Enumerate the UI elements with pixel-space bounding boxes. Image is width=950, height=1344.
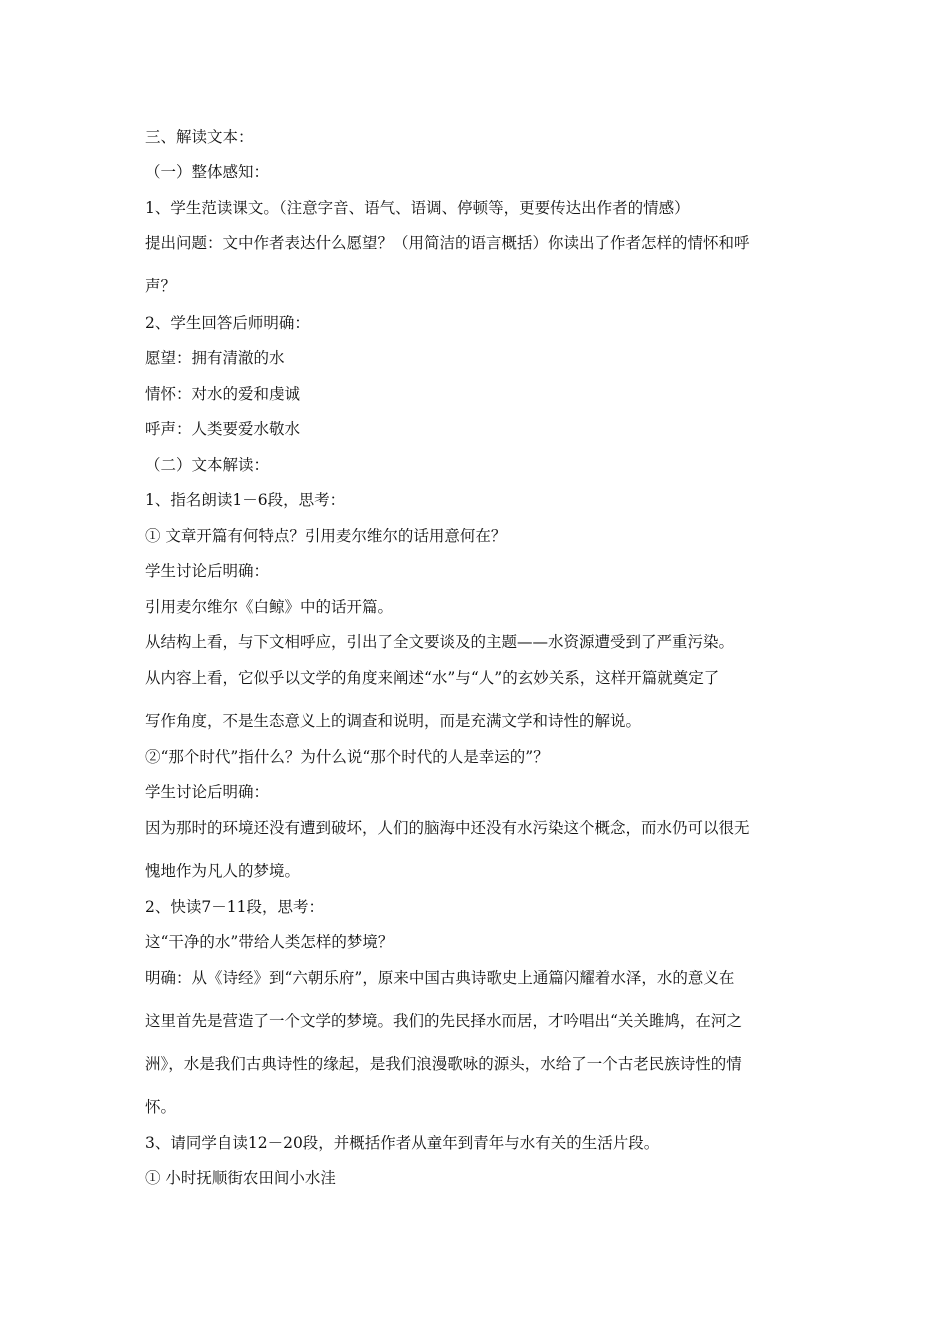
section-heading: 三、解读文本： [145, 128, 254, 146]
paragraph-line: 明确：从《诗经》到“六朝乐府”，原来中国古典诗歌史上通篇闪耀着水泽，水的意义在 [145, 969, 735, 987]
subsection-heading: （一）整体感知： [145, 163, 270, 181]
paragraph-line: 从结构上看，与下文相呼应，引出了全文要谈及的主题——水资源遭受到了严重污染。 [145, 633, 735, 651]
paragraph-line: 声？ [145, 277, 177, 295]
paragraph-line: 呼声：人类要爱水敬水 [145, 420, 301, 438]
paragraph-line: 1、学生范读课文。（注意字音、语气、语调、停顿等，更要传达出作者的情感） [145, 199, 690, 217]
paragraph-line: 从内容上看，它似乎以文学的角度来阐述“水”与“人”的玄妙关系，这样开篇就奠定了 [145, 669, 720, 687]
paragraph-line: 愧地作为凡人的梦境。 [145, 862, 301, 880]
paragraph-line: 愿望：拥有清澈的水 [145, 349, 285, 367]
paragraph-line: 2、学生回答后师明确： [145, 314, 310, 332]
paragraph-line: 这“干净的水”带给人类怎样的梦境？ [145, 933, 394, 951]
paragraph-line: 学生讨论后明确： [145, 783, 270, 801]
paragraph-line: 这里首先是营造了一个文学的梦境。我们的先民择水而居，才吟唱出“关关雎鸠，在河之 [145, 1012, 742, 1030]
paragraph-line: 学生讨论后明确： [145, 562, 270, 580]
paragraph-line: 引用麦尔维尔《白鲸》中的话开篇。 [145, 598, 394, 616]
paragraph-line: ① 小时抚顺街农田间小水洼 [145, 1169, 336, 1187]
subsection-heading: （二）文本解读： [145, 456, 270, 474]
paragraph-line: 洲》，水是我们古典诗性的缘起，是我们浪漫歌咏的源头，水给了一个古老民族诗性的情 [145, 1055, 742, 1073]
paragraph-line: ① 文章开篇有何特点？引用麦尔维尔的话用意何在？ [145, 527, 507, 545]
paragraph-line: 怀。 [145, 1098, 177, 1116]
paragraph-line: 情怀：对水的爱和虔诚 [145, 385, 301, 403]
paragraph-line: 因为那时的环境还没有遭到破坏，人们的脑海中还没有水污染这个概念，而水仍可以很无 [145, 819, 750, 837]
paragraph-line: 3、请同学自读12－20段，并概括作者从童年到青年与水有关的生活片段。 [145, 1134, 660, 1152]
paragraph-line: 2、快读7－11段，思考： [145, 898, 324, 916]
paragraph-line: 1、指名朗读1－6段，思考： [145, 491, 346, 509]
paragraph-line: 提出问题：文中作者表达什么愿望？（用简洁的语言概括）你读出了作者怎样的情怀和呼 [145, 234, 750, 252]
paragraph-line: 写作角度，不是生态意义上的调查和说明，而是充满文学和诗性的解说。 [145, 712, 642, 730]
paragraph-line: ②“那个时代”指什么？为什么说“那个时代的人是幸运的”？ [145, 748, 549, 766]
